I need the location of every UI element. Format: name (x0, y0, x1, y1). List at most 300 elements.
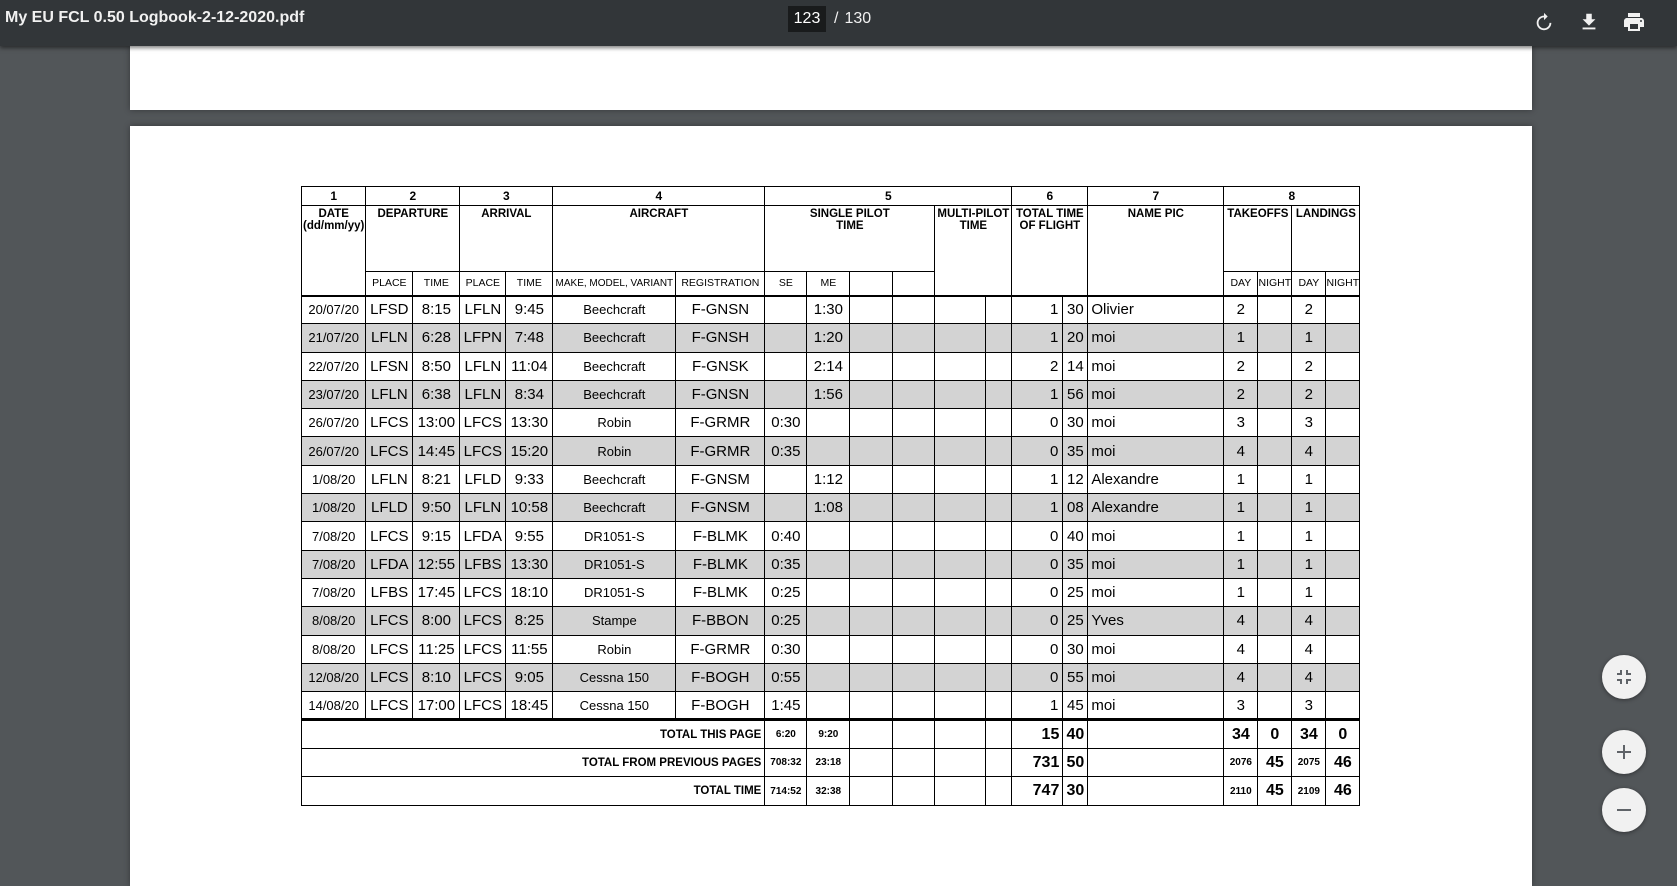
print-button[interactable] (1616, 4, 1652, 40)
landings-day: 4 (1292, 607, 1326, 635)
arrival-time: 13:30 (506, 550, 553, 578)
blank-cell (850, 437, 893, 465)
landings-header: LANDINGS (1292, 206, 1360, 272)
takeoffs-night (1258, 465, 1292, 493)
arrival-time: 18:10 (506, 578, 553, 606)
departure-time: 8:50 (413, 352, 460, 380)
departure-time: 9:15 (413, 522, 460, 550)
landings-day: 1 (1292, 578, 1326, 606)
departure-place: LFLD (366, 494, 413, 522)
flight-row (302, 550, 1360, 578)
blank-cell (850, 692, 893, 720)
single-engine-time: 0:30 (765, 409, 807, 437)
takeoffs-day: 3 (1224, 409, 1258, 437)
name-pic: moi (1088, 409, 1224, 437)
dep-time-subheader: TIME (413, 272, 460, 296)
blank-cell (893, 352, 935, 380)
multi-engine-time (807, 635, 850, 663)
departure-place: LFCS (366, 635, 413, 663)
col-number: 5 (765, 187, 1012, 206)
blank-cell (1088, 777, 1224, 806)
arrival-place: LFLN (460, 352, 506, 380)
name-pic: moi (1088, 352, 1224, 380)
page-navigation (788, 6, 871, 32)
total-se: 714:52 (765, 777, 807, 806)
zoom-out-icon (1615, 801, 1633, 819)
arrival-time: 8:25 (506, 607, 553, 635)
total-takeoffs-day: 2076 (1224, 748, 1258, 777)
blank-cell (893, 437, 935, 465)
total-time-hours: 747 (1012, 777, 1063, 806)
flight-row (302, 663, 1360, 691)
departure-time: 8:21 (413, 465, 460, 493)
departure-place: LFBS (366, 578, 413, 606)
multi-pilot-cell (986, 352, 1012, 380)
flight-date: 1/08/20 (302, 465, 366, 493)
flight-date: 8/08/20 (302, 635, 366, 663)
aircraft-registration: F-GNSM (676, 465, 765, 493)
landing-day-subheader: DAY (1292, 272, 1326, 296)
total-time-hours: 1 (1012, 324, 1063, 352)
single-engine-time: 0:30 (765, 635, 807, 663)
landings-night (1326, 550, 1360, 578)
multi-engine-time (807, 692, 850, 720)
blank-cell (893, 296, 935, 324)
flight-date: 21/07/20 (302, 324, 366, 352)
blank-cell (850, 352, 893, 380)
takeoffs-day: 2 (1224, 296, 1258, 324)
total-time-hours: 1 (1012, 465, 1063, 493)
blank-cell (1088, 748, 1224, 777)
logbook-table (301, 186, 1360, 806)
landings-night (1326, 494, 1360, 522)
name-pic: Yves (1088, 607, 1224, 635)
multi-pilot-header: MULTI-PILOT TIME (935, 206, 1012, 296)
takeoffs-day: 2 (1224, 380, 1258, 408)
total-time-hours: 15 (1012, 720, 1063, 749)
landings-day: 2 (1292, 380, 1326, 408)
departure-time: 8:15 (413, 296, 460, 324)
multi-pilot-cell (935, 663, 986, 691)
col-number: 6 (1012, 187, 1088, 206)
landings-day: 3 (1292, 692, 1326, 720)
column-number-row (302, 187, 1360, 206)
blank-cell (893, 607, 935, 635)
departure-time: 13:00 (413, 409, 460, 437)
se-subheader: SE (765, 272, 807, 296)
blank-cell (935, 748, 986, 777)
takeoffs-night (1258, 409, 1292, 437)
multi-pilot-cell (935, 380, 986, 408)
arrival-time: 7:48 (506, 324, 553, 352)
multi-pilot-cell (935, 522, 986, 550)
departure-time: 6:28 (413, 324, 460, 352)
multi-engine-time: 2:14 (807, 352, 850, 380)
blank-cell (850, 663, 893, 691)
flight-row (302, 578, 1360, 606)
single-engine-time: 0:25 (765, 607, 807, 635)
blank-cell (850, 777, 893, 806)
blank-cell (850, 296, 893, 324)
total-time-minutes: 40 (1063, 720, 1088, 749)
departure-time: 17:45 (413, 578, 460, 606)
aircraft-model: Beechcraft (553, 296, 676, 324)
blank-cell (850, 607, 893, 635)
blank-cell (850, 380, 893, 408)
single-engine-time (765, 380, 807, 408)
total-time-minutes: 25 (1063, 578, 1088, 606)
registration-subheader: REGISTRATION (676, 272, 765, 296)
landings-day: 1 (1292, 550, 1326, 578)
single-engine-time: 0:55 (765, 663, 807, 691)
landings-day: 4 (1292, 437, 1326, 465)
flight-date: 7/08/20 (302, 578, 366, 606)
takeoffs-day: 4 (1224, 437, 1258, 465)
blank-cell (850, 522, 893, 550)
blank-cell (893, 777, 935, 806)
col-number: 4 (553, 187, 765, 206)
flight-date: 7/08/20 (302, 550, 366, 578)
total-takeoffs-night: 45 (1258, 777, 1292, 806)
blank-cell (893, 324, 935, 352)
landings-night (1326, 296, 1360, 324)
multi-engine-time (807, 522, 850, 550)
flight-row (302, 635, 1360, 663)
total-time-minutes: 30 (1063, 635, 1088, 663)
total-time-hours: 0 (1012, 437, 1063, 465)
arrival-place: LFCS (460, 437, 506, 465)
departure-place: LFCS (366, 409, 413, 437)
single-engine-time: 0:35 (765, 437, 807, 465)
landings-night (1326, 578, 1360, 606)
flight-date: 26/07/20 (302, 409, 366, 437)
aircraft-model: Beechcraft (553, 494, 676, 522)
pdf-viewport[interactable] (0, 46, 1677, 852)
name-pic-header: NAME PIC (1088, 206, 1224, 296)
departure-time: 14:45 (413, 437, 460, 465)
takeoffs-night (1258, 635, 1292, 663)
total-time-hours: 0 (1012, 607, 1063, 635)
flight-date: 1/08/20 (302, 494, 366, 522)
single-engine-time: 0:25 (765, 578, 807, 606)
arrival-place: LFCS (460, 409, 506, 437)
aircraft-registration: F-BLMK (676, 522, 765, 550)
takeoffs-header: TAKEOFFS (1224, 206, 1292, 272)
page-number-input[interactable] (788, 6, 826, 32)
flight-date: 7/08/20 (302, 522, 366, 550)
multi-pilot-cell (986, 607, 1012, 635)
total-time-minutes: 08 (1063, 494, 1088, 522)
rotate-button[interactable] (1526, 4, 1562, 40)
departure-time: 9:50 (413, 494, 460, 522)
total-time-minutes: 25 (1063, 607, 1088, 635)
arr-place-subheader: PLACE (460, 272, 506, 296)
arrival-place: LFLD (460, 465, 506, 493)
total-takeoffs-night: 0 (1258, 720, 1292, 749)
multi-engine-time (807, 550, 850, 578)
total-time-hours: 2 (1012, 352, 1063, 380)
landings-night (1326, 692, 1360, 720)
previous-page (130, 46, 1532, 110)
multi-engine-time: 1:56 (807, 380, 850, 408)
blank-cell (935, 777, 986, 806)
landings-day: 1 (1292, 522, 1326, 550)
takeoffs-night (1258, 607, 1292, 635)
page-separator: / (834, 10, 839, 27)
takeoffs-night (1258, 494, 1292, 522)
total-time-minutes: 55 (1063, 663, 1088, 691)
totals-label: TOTAL TIME (302, 777, 765, 806)
departure-time: 17:00 (413, 692, 460, 720)
landings-day: 2 (1292, 296, 1326, 324)
total-time-minutes: 12 (1063, 465, 1088, 493)
total-time-hours: 1 (1012, 692, 1063, 720)
multi-pilot-cell (935, 494, 986, 522)
blank-cell (1088, 720, 1224, 749)
multi-pilot-cell (986, 550, 1012, 578)
landings-night (1326, 663, 1360, 691)
takeoffs-day: 1 (1224, 550, 1258, 578)
departure-header: DEPARTURE (366, 206, 460, 272)
arrival-header: ARRIVAL (460, 206, 553, 272)
dep-place-subheader: PLACE (366, 272, 413, 296)
arrival-time: 9:45 (506, 296, 553, 324)
aircraft-model: Beechcraft (553, 380, 676, 408)
total-time-header: TOTAL TIME OF FLIGHT (1012, 206, 1088, 296)
blank-cell (893, 720, 935, 749)
single-engine-time: 0:40 (765, 522, 807, 550)
arrival-place: LFLN (460, 494, 506, 522)
total-time-hours: 0 (1012, 550, 1063, 578)
arrival-time: 9:33 (506, 465, 553, 493)
column-caption-row (302, 206, 1360, 272)
takeoffs-day: 1 (1224, 324, 1258, 352)
flight-row (302, 465, 1360, 493)
multi-engine-time: 1:20 (807, 324, 850, 352)
departure-place: LFCS (366, 437, 413, 465)
arrival-time: 13:30 (506, 409, 553, 437)
single-pilot-header: SINGLE PILOT TIME (765, 206, 935, 272)
blank-subheader (893, 272, 935, 296)
departure-place: LFLN (366, 380, 413, 408)
arrival-time: 9:05 (506, 663, 553, 691)
arrival-place: LFCS (460, 692, 506, 720)
aircraft-model: Beechcraft (553, 465, 676, 493)
landings-night (1326, 409, 1360, 437)
multi-pilot-cell (986, 437, 1012, 465)
multi-pilot-cell (986, 635, 1012, 663)
arrival-time: 10:58 (506, 494, 553, 522)
multi-pilot-cell (935, 465, 986, 493)
arrival-place: LFLN (460, 296, 506, 324)
zoom-out-button[interactable] (1602, 788, 1646, 832)
blank-cell (850, 550, 893, 578)
single-engine-time (765, 324, 807, 352)
total-time-minutes: 30 (1063, 296, 1088, 324)
multi-pilot-cell (986, 522, 1012, 550)
multi-pilot-cell (935, 437, 986, 465)
blank-cell (893, 663, 935, 691)
total-time-minutes: 56 (1063, 380, 1088, 408)
departure-time: 8:10 (413, 663, 460, 691)
total-time-hours: 0 (1012, 635, 1063, 663)
flight-row (302, 692, 1360, 720)
total-time-hours: 1 (1012, 494, 1063, 522)
multi-pilot-cell (986, 663, 1012, 691)
takeoffs-night (1258, 550, 1292, 578)
takeoffs-day: 3 (1224, 692, 1258, 720)
multi-engine-time (807, 578, 850, 606)
total-time-minutes: 50 (1063, 748, 1088, 777)
total-landings-night: 0 (1326, 720, 1360, 749)
aircraft-model: Beechcraft (553, 324, 676, 352)
single-engine-time (765, 494, 807, 522)
multi-engine-time: 1:30 (807, 296, 850, 324)
blank-cell (986, 748, 1012, 777)
name-pic: Olivier (1088, 296, 1224, 324)
arrival-time: 9:55 (506, 522, 553, 550)
arrival-time: 11:04 (506, 352, 553, 380)
aircraft-model: Stampe (553, 607, 676, 635)
col-number: 1 (302, 187, 366, 206)
multi-engine-time (807, 437, 850, 465)
totals-row (302, 777, 1360, 806)
single-engine-time (765, 352, 807, 380)
aircraft-model: Robin (553, 437, 676, 465)
flight-row (302, 522, 1360, 550)
aircraft-registration: F-GNSH (676, 324, 765, 352)
multi-engine-time: 1:08 (807, 494, 850, 522)
total-time-minutes: 30 (1063, 409, 1088, 437)
arrival-place: LFPN (460, 324, 506, 352)
flight-row (302, 324, 1360, 352)
takeoff-night-subheader: NIGHT (1258, 272, 1292, 296)
takeoffs-day: 2 (1224, 352, 1258, 380)
multi-pilot-cell (935, 550, 986, 578)
blank-cell (893, 748, 935, 777)
departure-place: LFDA (366, 550, 413, 578)
zoom-in-button[interactable] (1602, 730, 1646, 774)
takeoffs-night (1258, 578, 1292, 606)
landing-night-subheader: NIGHT (1326, 272, 1360, 296)
multi-engine-time: 1:12 (807, 465, 850, 493)
landings-day: 2 (1292, 352, 1326, 380)
aircraft-model: Robin (553, 635, 676, 663)
landings-day: 3 (1292, 409, 1326, 437)
takeoffs-day: 1 (1224, 494, 1258, 522)
flight-date: 12/08/20 (302, 663, 366, 691)
aircraft-registration: F-BOGH (676, 692, 765, 720)
arr-time-subheader: TIME (506, 272, 553, 296)
blank-cell (850, 465, 893, 493)
departure-place: LFSD (366, 296, 413, 324)
departure-time: 12:55 (413, 550, 460, 578)
col-number: 3 (460, 187, 553, 206)
departure-time: 11:25 (413, 635, 460, 663)
total-time-hours: 0 (1012, 409, 1063, 437)
landings-day: 1 (1292, 465, 1326, 493)
total-landings-night: 46 (1326, 777, 1360, 806)
total-time-hours: 0 (1012, 663, 1063, 691)
arrival-time: 11:55 (506, 635, 553, 663)
blank-cell (893, 380, 935, 408)
flight-row (302, 409, 1360, 437)
departure-place: LFLN (366, 465, 413, 493)
blank-cell (893, 635, 935, 663)
departure-time: 6:38 (413, 380, 460, 408)
rotate-icon (1533, 11, 1555, 33)
aircraft-registration: F-BOGH (676, 663, 765, 691)
download-button[interactable] (1571, 4, 1607, 40)
departure-time: 8:00 (413, 607, 460, 635)
blank-cell (893, 409, 935, 437)
takeoffs-day: 1 (1224, 578, 1258, 606)
landings-night (1326, 607, 1360, 635)
blank-cell (893, 494, 935, 522)
name-pic: Alexandre (1088, 465, 1224, 493)
print-icon (1622, 10, 1646, 34)
multi-pilot-cell (986, 494, 1012, 522)
takeoffs-night (1258, 324, 1292, 352)
aircraft-model: DR1051-S (553, 578, 676, 606)
flight-row (302, 296, 1360, 324)
col-number: 2 (366, 187, 460, 206)
single-engine-time (765, 465, 807, 493)
takeoffs-night (1258, 437, 1292, 465)
departure-place: LFSN (366, 352, 413, 380)
landings-day: 4 (1292, 663, 1326, 691)
single-engine-time: 1:45 (765, 692, 807, 720)
blank-cell (893, 522, 935, 550)
blank-cell (850, 578, 893, 606)
col-number: 7 (1088, 187, 1224, 206)
takeoffs-night (1258, 663, 1292, 691)
total-se: 6:20 (765, 720, 807, 749)
aircraft-header: AIRCRAFT (553, 206, 765, 272)
multi-engine-time (807, 663, 850, 691)
total-landings-night: 46 (1326, 748, 1360, 777)
landings-night (1326, 522, 1360, 550)
flight-date: 20/07/20 (302, 296, 366, 324)
takeoffs-night (1258, 296, 1292, 324)
name-pic: moi (1088, 663, 1224, 691)
arrival-time: 15:20 (506, 437, 553, 465)
blank-cell (850, 494, 893, 522)
total-takeoffs-day: 2110 (1224, 777, 1258, 806)
multi-engine-time (807, 409, 850, 437)
me-subheader: ME (807, 272, 850, 296)
total-se: 708:32 (765, 748, 807, 777)
name-pic: moi (1088, 578, 1224, 606)
fit-page-icon (1615, 668, 1633, 686)
multi-pilot-cell (935, 607, 986, 635)
multi-pilot-cell (986, 296, 1012, 324)
date-header: DATE (dd/mm/yy) (302, 206, 366, 296)
fit-page-button[interactable] (1602, 655, 1646, 699)
total-me: 32:38 (807, 777, 850, 806)
multi-pilot-cell (986, 578, 1012, 606)
blank-cell (850, 324, 893, 352)
aircraft-model: Cessna 150 (553, 663, 676, 691)
arrival-place: LFLN (460, 380, 506, 408)
blank-cell (850, 409, 893, 437)
aircraft-registration: F-BBON (676, 607, 765, 635)
total-takeoffs-day: 34 (1224, 720, 1258, 749)
aircraft-registration: F-BLMK (676, 578, 765, 606)
blank-cell (935, 720, 986, 749)
takeoffs-day: 4 (1224, 663, 1258, 691)
current-page (130, 126, 1532, 886)
